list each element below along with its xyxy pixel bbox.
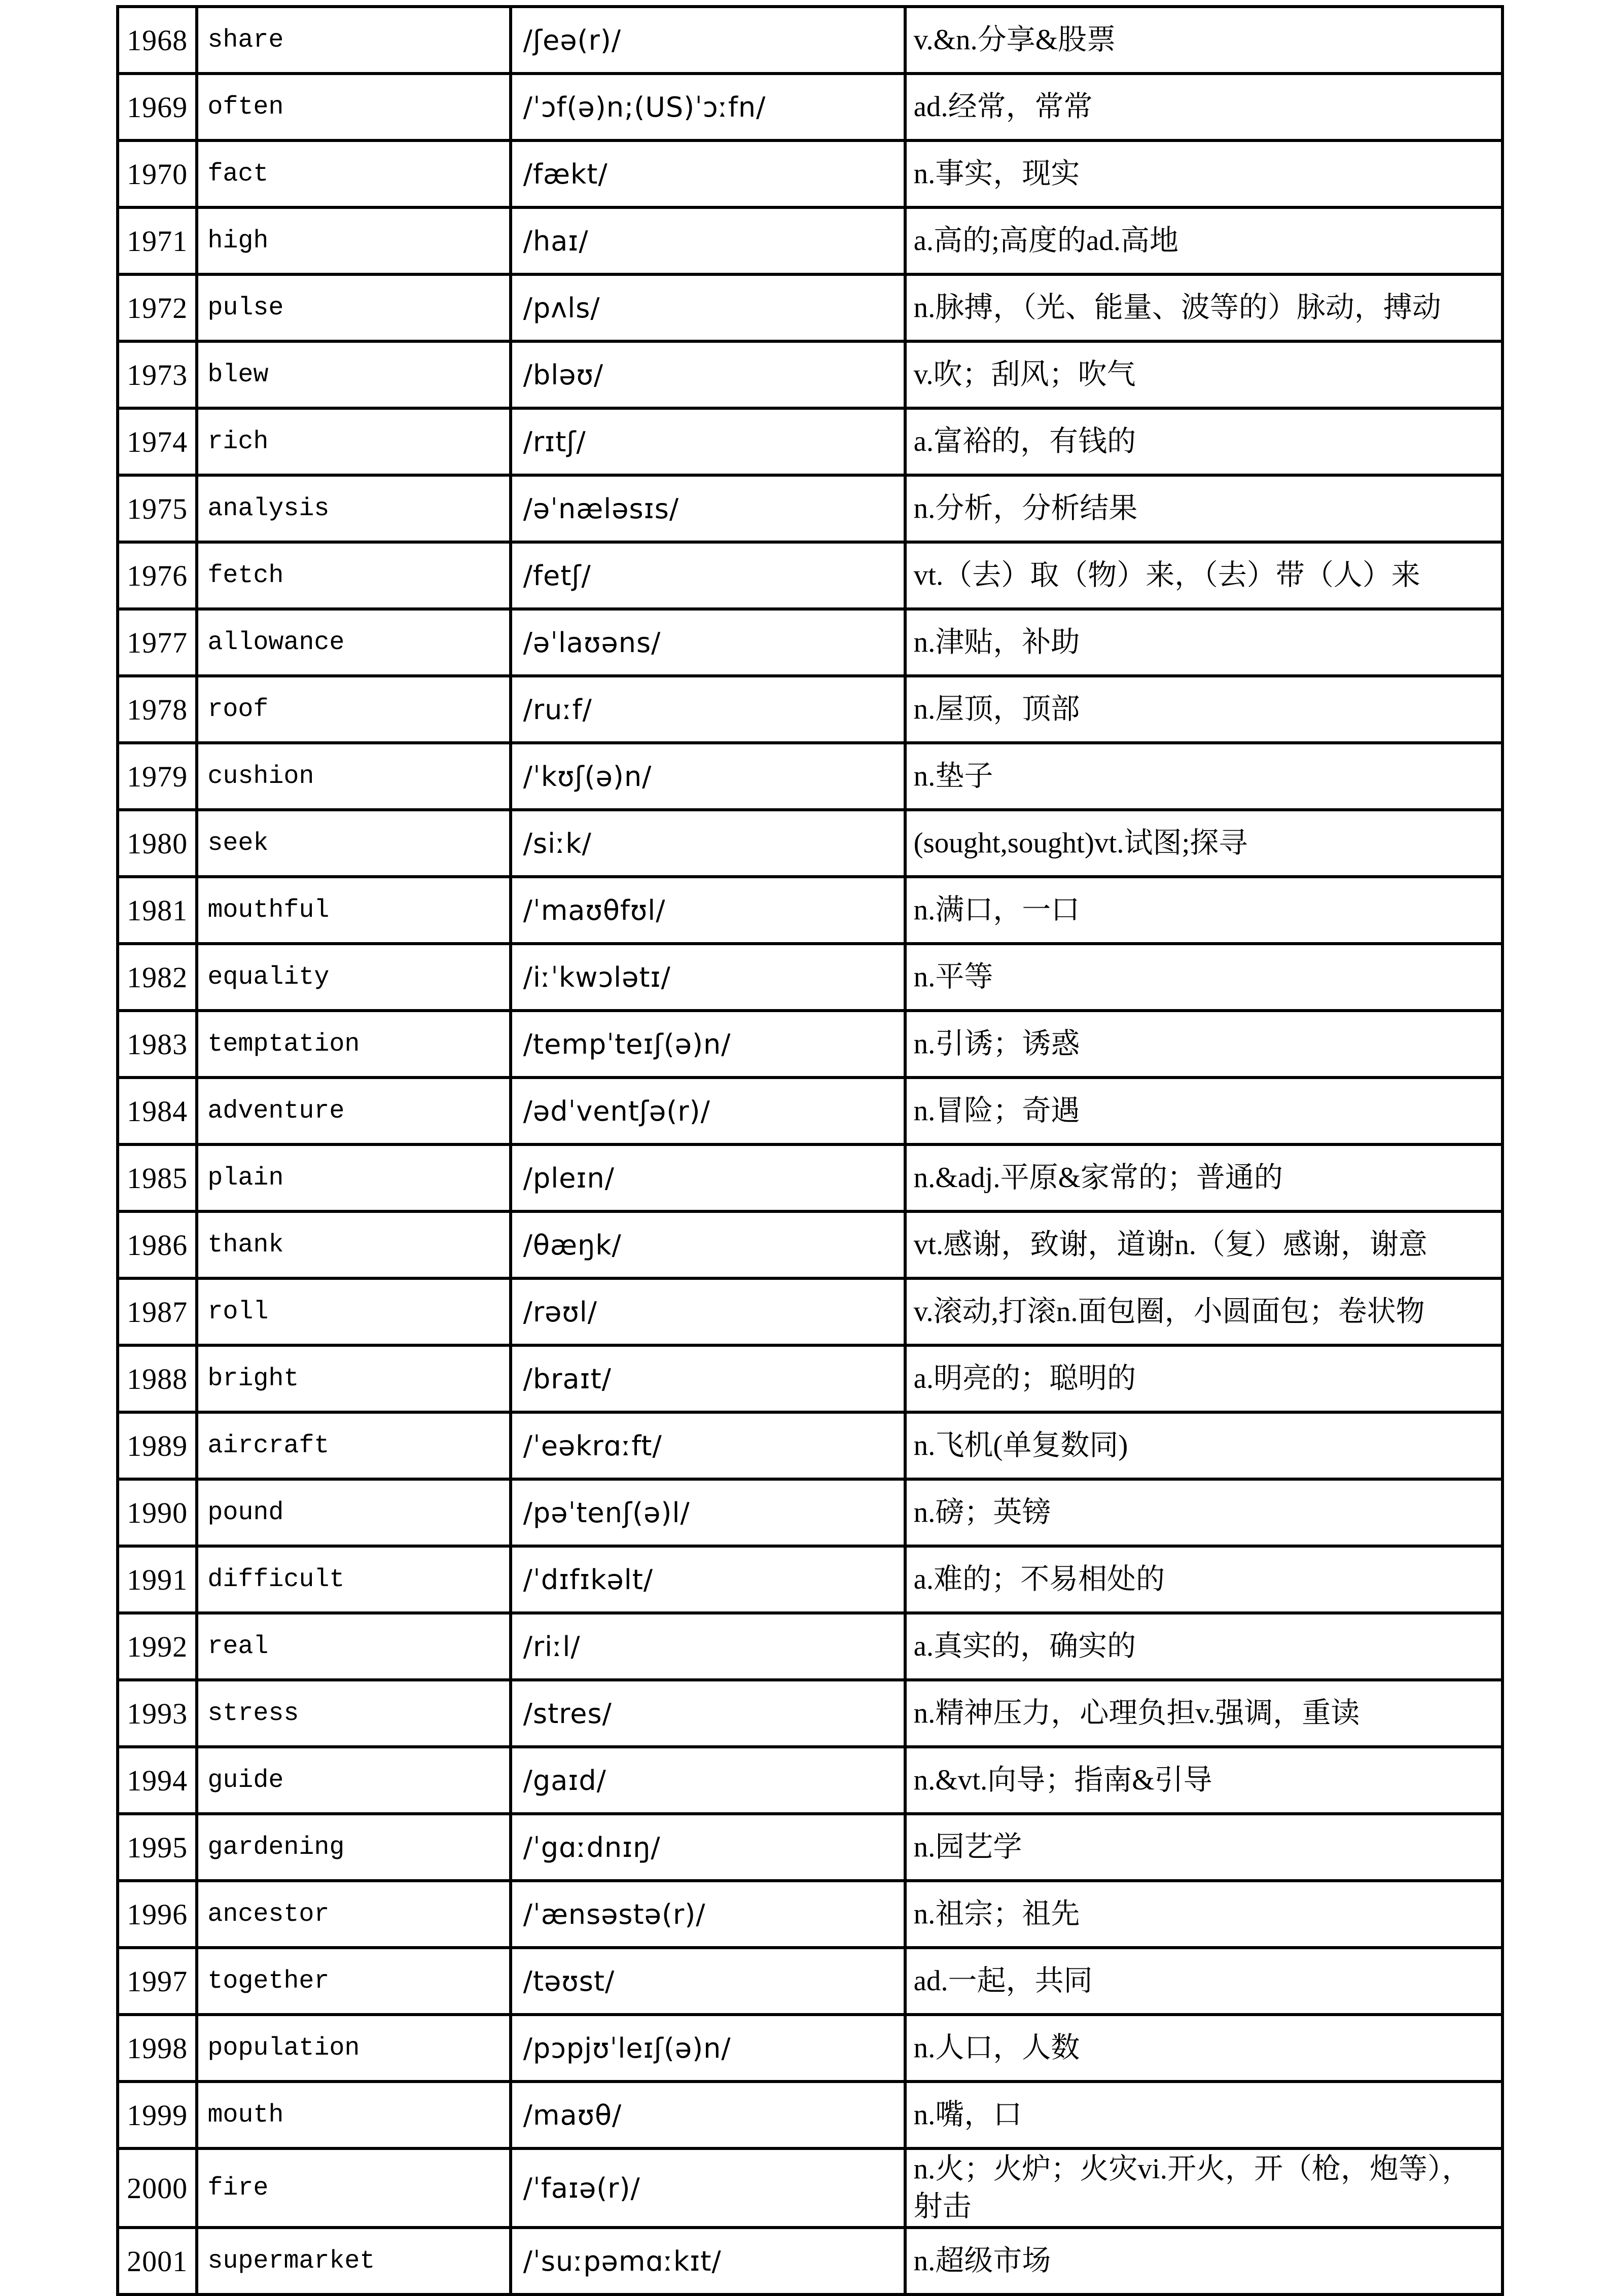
table-row bbox=[118, 408, 1502, 475]
chinese-definition: vt.（去）取（物）来，（去）带（人）来 bbox=[905, 542, 1502, 609]
table-row bbox=[118, 944, 1502, 1011]
table-row bbox=[118, 1412, 1502, 1479]
table-row bbox=[118, 140, 1502, 207]
word-number: 1968 bbox=[118, 7, 197, 74]
word-number: 1973 bbox=[118, 341, 197, 408]
chinese-definition: n.祖宗；祖先 bbox=[905, 1881, 1502, 1948]
chinese-definition: n.事实，现实 bbox=[905, 140, 1502, 207]
phonetic-transcription: /rɪtʃ/ bbox=[511, 408, 905, 475]
phonetic-transcription: /əˈnæləsɪs/ bbox=[511, 475, 905, 542]
chinese-definition: n.满口，一口 bbox=[905, 877, 1502, 944]
word-number: 1975 bbox=[118, 475, 197, 542]
word-number: 1994 bbox=[118, 1747, 197, 1814]
english-word: cushion bbox=[197, 743, 510, 810]
english-word: thank bbox=[197, 1211, 510, 1278]
word-number: 1989 bbox=[118, 1412, 197, 1479]
word-number: 1993 bbox=[118, 1680, 197, 1747]
table-row bbox=[118, 743, 1502, 810]
word-number: 1982 bbox=[118, 944, 197, 1011]
table-row bbox=[118, 1278, 1502, 1345]
phonetic-transcription: /fækt/ bbox=[511, 140, 905, 207]
phonetic-transcription: /fetʃ/ bbox=[511, 542, 905, 609]
word-number: 1990 bbox=[118, 1479, 197, 1546]
word-number: 1970 bbox=[118, 140, 197, 207]
table-row bbox=[118, 877, 1502, 944]
english-word: analysis bbox=[197, 475, 510, 542]
english-word: real bbox=[197, 1613, 510, 1680]
table-row bbox=[118, 2082, 1502, 2148]
phonetic-transcription: /θæŋk/ bbox=[511, 1211, 905, 1278]
chinese-definition: n.精神压力，心理负担v.强调，重读 bbox=[905, 1680, 1502, 1747]
chinese-definition: a.高的;高度的ad.高地 bbox=[905, 207, 1502, 274]
chinese-definition: n.人口，人数 bbox=[905, 2015, 1502, 2082]
english-word: high bbox=[197, 207, 510, 274]
table-row bbox=[118, 542, 1502, 609]
chinese-definition: n.磅；英镑 bbox=[905, 1479, 1502, 1546]
english-word: guide bbox=[197, 1747, 510, 1814]
phonetic-transcription: /əˈlaʊəns/ bbox=[511, 609, 905, 676]
chinese-definition: a.明亮的；聪明的 bbox=[905, 1345, 1502, 1412]
chinese-definition: v.&n.分享&股票 bbox=[905, 7, 1502, 74]
phonetic-transcription: /pəˈtenʃ(ə)l/ bbox=[511, 1479, 905, 1546]
table-row bbox=[118, 1948, 1502, 2015]
phonetic-transcription: /ˈeəkrɑːft/ bbox=[511, 1412, 905, 1479]
chinese-definition: n.&vt.向导；指南&引导 bbox=[905, 1747, 1502, 1814]
english-word: gardening bbox=[197, 1814, 510, 1881]
phonetic-transcription: /ruːf/ bbox=[511, 676, 905, 743]
vocabulary-table-body bbox=[118, 7, 1502, 2294]
word-number: 1969 bbox=[118, 74, 197, 140]
phonetic-transcription: /ˈɔf(ə)n;(US)ˈɔːfn/ bbox=[511, 74, 905, 140]
english-word: blew bbox=[197, 341, 510, 408]
chinese-definition: n.垫子 bbox=[905, 743, 1502, 810]
word-number: 1972 bbox=[118, 274, 197, 341]
phonetic-transcription: /ˈsuːpəmɑːkɪt/ bbox=[511, 2228, 905, 2294]
phonetic-transcription: /ədˈventʃə(r)/ bbox=[511, 1078, 905, 1144]
chinese-definition: ad.一起，共同 bbox=[905, 1948, 1502, 2015]
english-word: roll bbox=[197, 1278, 510, 1345]
chinese-definition: a.难的；不易相处的 bbox=[905, 1546, 1502, 1613]
chinese-definition: n.冒险；奇遇 bbox=[905, 1078, 1502, 1144]
english-word: mouth bbox=[197, 2082, 510, 2148]
english-word: often bbox=[197, 74, 510, 140]
table-row bbox=[118, 609, 1502, 676]
english-word: seek bbox=[197, 810, 510, 877]
english-word: fire bbox=[197, 2148, 510, 2228]
word-number: 1971 bbox=[118, 207, 197, 274]
chinese-definition: n.引诱；诱惑 bbox=[905, 1011, 1502, 1078]
word-number: 1992 bbox=[118, 1613, 197, 1680]
english-word: share bbox=[197, 7, 510, 74]
phonetic-transcription: /haɪ/ bbox=[511, 207, 905, 274]
english-word: difficult bbox=[197, 1546, 510, 1613]
table-row bbox=[118, 7, 1502, 74]
table-row bbox=[118, 1211, 1502, 1278]
english-word: supermarket bbox=[197, 2228, 510, 2294]
word-number: 1998 bbox=[118, 2015, 197, 2082]
table-row bbox=[118, 2015, 1502, 2082]
english-word: aircraft bbox=[197, 1412, 510, 1479]
english-word: population bbox=[197, 2015, 510, 2082]
table-row bbox=[118, 1881, 1502, 1948]
phonetic-transcription: /braɪt/ bbox=[511, 1345, 905, 1412]
table-row bbox=[118, 2148, 1502, 2228]
english-word: pulse bbox=[197, 274, 510, 341]
english-word: pound bbox=[197, 1479, 510, 1546]
chinese-definition: n.飞机(单复数同) bbox=[905, 1412, 1502, 1479]
english-word: allowance bbox=[197, 609, 510, 676]
english-word: fact bbox=[197, 140, 510, 207]
table-row bbox=[118, 1078, 1502, 1144]
table-row bbox=[118, 2228, 1502, 2294]
word-number: 2001 bbox=[118, 2228, 197, 2294]
table-row bbox=[118, 1144, 1502, 1211]
word-number: 1979 bbox=[118, 743, 197, 810]
word-number: 1976 bbox=[118, 542, 197, 609]
table-row bbox=[118, 1680, 1502, 1747]
phonetic-transcription: /ˈmaʊθfʊl/ bbox=[511, 877, 905, 944]
chinese-definition: n.津贴，补助 bbox=[905, 609, 1502, 676]
table-row bbox=[118, 1479, 1502, 1546]
phonetic-transcription: /ˈfaɪə(r)/ bbox=[511, 2148, 905, 2228]
english-word: together bbox=[197, 1948, 510, 2015]
table-row bbox=[118, 475, 1502, 542]
phonetic-transcription: /təʊst/ bbox=[511, 1948, 905, 2015]
phonetic-transcription: /maʊθ/ bbox=[511, 2082, 905, 2148]
word-number: 1978 bbox=[118, 676, 197, 743]
english-word: roof bbox=[197, 676, 510, 743]
chinese-definition: v.吹；刮风；吹气 bbox=[905, 341, 1502, 408]
phonetic-transcription: /ˈdɪfɪkəlt/ bbox=[511, 1546, 905, 1613]
phonetic-transcription: /siːk/ bbox=[511, 810, 905, 877]
table-row bbox=[118, 207, 1502, 274]
word-number: 1984 bbox=[118, 1078, 197, 1144]
word-number: 1983 bbox=[118, 1011, 197, 1078]
english-word: temptation bbox=[197, 1011, 510, 1078]
phonetic-transcription: /ˈkʊʃ(ə)n/ bbox=[511, 743, 905, 810]
phonetic-transcription: /iːˈkwɔlətɪ/ bbox=[511, 944, 905, 1011]
word-number: 1987 bbox=[118, 1278, 197, 1345]
chinese-definition: ad.经常，常常 bbox=[905, 74, 1502, 140]
english-word: stress bbox=[197, 1680, 510, 1747]
word-number: 1980 bbox=[118, 810, 197, 877]
word-number: 2000 bbox=[118, 2148, 197, 2228]
english-word: mouthful bbox=[197, 877, 510, 944]
phonetic-transcription: /pɔpjʊˈleɪʃ(ə)n/ bbox=[511, 2015, 905, 2082]
phonetic-transcription: /riːl/ bbox=[511, 1613, 905, 1680]
chinese-definition: n.屋顶，顶部 bbox=[905, 676, 1502, 743]
phonetic-transcription: /gaɪd/ bbox=[511, 1747, 905, 1814]
word-number: 1999 bbox=[118, 2082, 197, 2148]
table-row bbox=[118, 74, 1502, 140]
table-row bbox=[118, 1814, 1502, 1881]
table-row bbox=[118, 676, 1502, 743]
chinese-definition: vt.感谢，致谢，道谢n.（复）感谢，谢意 bbox=[905, 1211, 1502, 1278]
phonetic-transcription: /ˈænsəstə(r)/ bbox=[511, 1881, 905, 1948]
phonetic-transcription: /bləʊ/ bbox=[511, 341, 905, 408]
table-row bbox=[118, 810, 1502, 877]
word-number: 1981 bbox=[118, 877, 197, 944]
english-word: plain bbox=[197, 1144, 510, 1211]
phonetic-transcription: /rəʊl/ bbox=[511, 1278, 905, 1345]
table-row bbox=[118, 1345, 1502, 1412]
english-word: rich bbox=[197, 408, 510, 475]
table-row bbox=[118, 274, 1502, 341]
chinese-definition: n.嘴，口 bbox=[905, 2082, 1502, 2148]
word-number: 1985 bbox=[118, 1144, 197, 1211]
word-number: 1986 bbox=[118, 1211, 197, 1278]
phonetic-transcription: /pleɪn/ bbox=[511, 1144, 905, 1211]
chinese-definition: n.超级市场 bbox=[905, 2228, 1502, 2294]
word-number: 1995 bbox=[118, 1814, 197, 1881]
word-number: 1977 bbox=[118, 609, 197, 676]
word-number: 1974 bbox=[118, 408, 197, 475]
english-word: fetch bbox=[197, 542, 510, 609]
phonetic-transcription: /ʃeə(r)/ bbox=[511, 7, 905, 74]
english-word: adventure bbox=[197, 1078, 510, 1144]
chinese-definition: v.滚动,打滚n.面包圈，小圆面包；卷状物 bbox=[905, 1278, 1502, 1345]
table-row bbox=[118, 1747, 1502, 1814]
phonetic-transcription: /tempˈteɪʃ(ə)n/ bbox=[511, 1011, 905, 1078]
chinese-definition: a.富裕的，有钱的 bbox=[905, 408, 1502, 475]
chinese-definition: n.脉搏，（光、能量、波等的）脉动，搏动 bbox=[905, 274, 1502, 341]
word-number: 1988 bbox=[118, 1345, 197, 1412]
chinese-definition: n.分析，分析结果 bbox=[905, 475, 1502, 542]
vocabulary-table bbox=[116, 5, 1504, 2296]
table-row bbox=[118, 1011, 1502, 1078]
chinese-definition: n.&adj.平原&家常的；普通的 bbox=[905, 1144, 1502, 1211]
table-row bbox=[118, 1546, 1502, 1613]
chinese-definition: n.园艺学 bbox=[905, 1814, 1502, 1881]
table-row bbox=[118, 341, 1502, 408]
phonetic-transcription: /stres/ bbox=[511, 1680, 905, 1747]
word-number: 1997 bbox=[118, 1948, 197, 2015]
table-row bbox=[118, 1613, 1502, 1680]
phonetic-transcription: /ˈgɑːdnɪŋ/ bbox=[511, 1814, 905, 1881]
word-number: 1991 bbox=[118, 1546, 197, 1613]
english-word: equality bbox=[197, 944, 510, 1011]
english-word: bright bbox=[197, 1345, 510, 1412]
chinese-definition: a.真实的，确实的 bbox=[905, 1613, 1502, 1680]
chinese-definition: (sought,sought)vt.试图;探寻 bbox=[905, 810, 1502, 877]
word-number: 1996 bbox=[118, 1881, 197, 1948]
english-word: ancestor bbox=[197, 1881, 510, 1948]
phonetic-transcription: /pʌls/ bbox=[511, 274, 905, 341]
chinese-definition: n.平等 bbox=[905, 944, 1502, 1011]
chinese-definition: n.火；火炉；火灾vi.开火，开（枪，炮等），射击 bbox=[905, 2148, 1502, 2228]
